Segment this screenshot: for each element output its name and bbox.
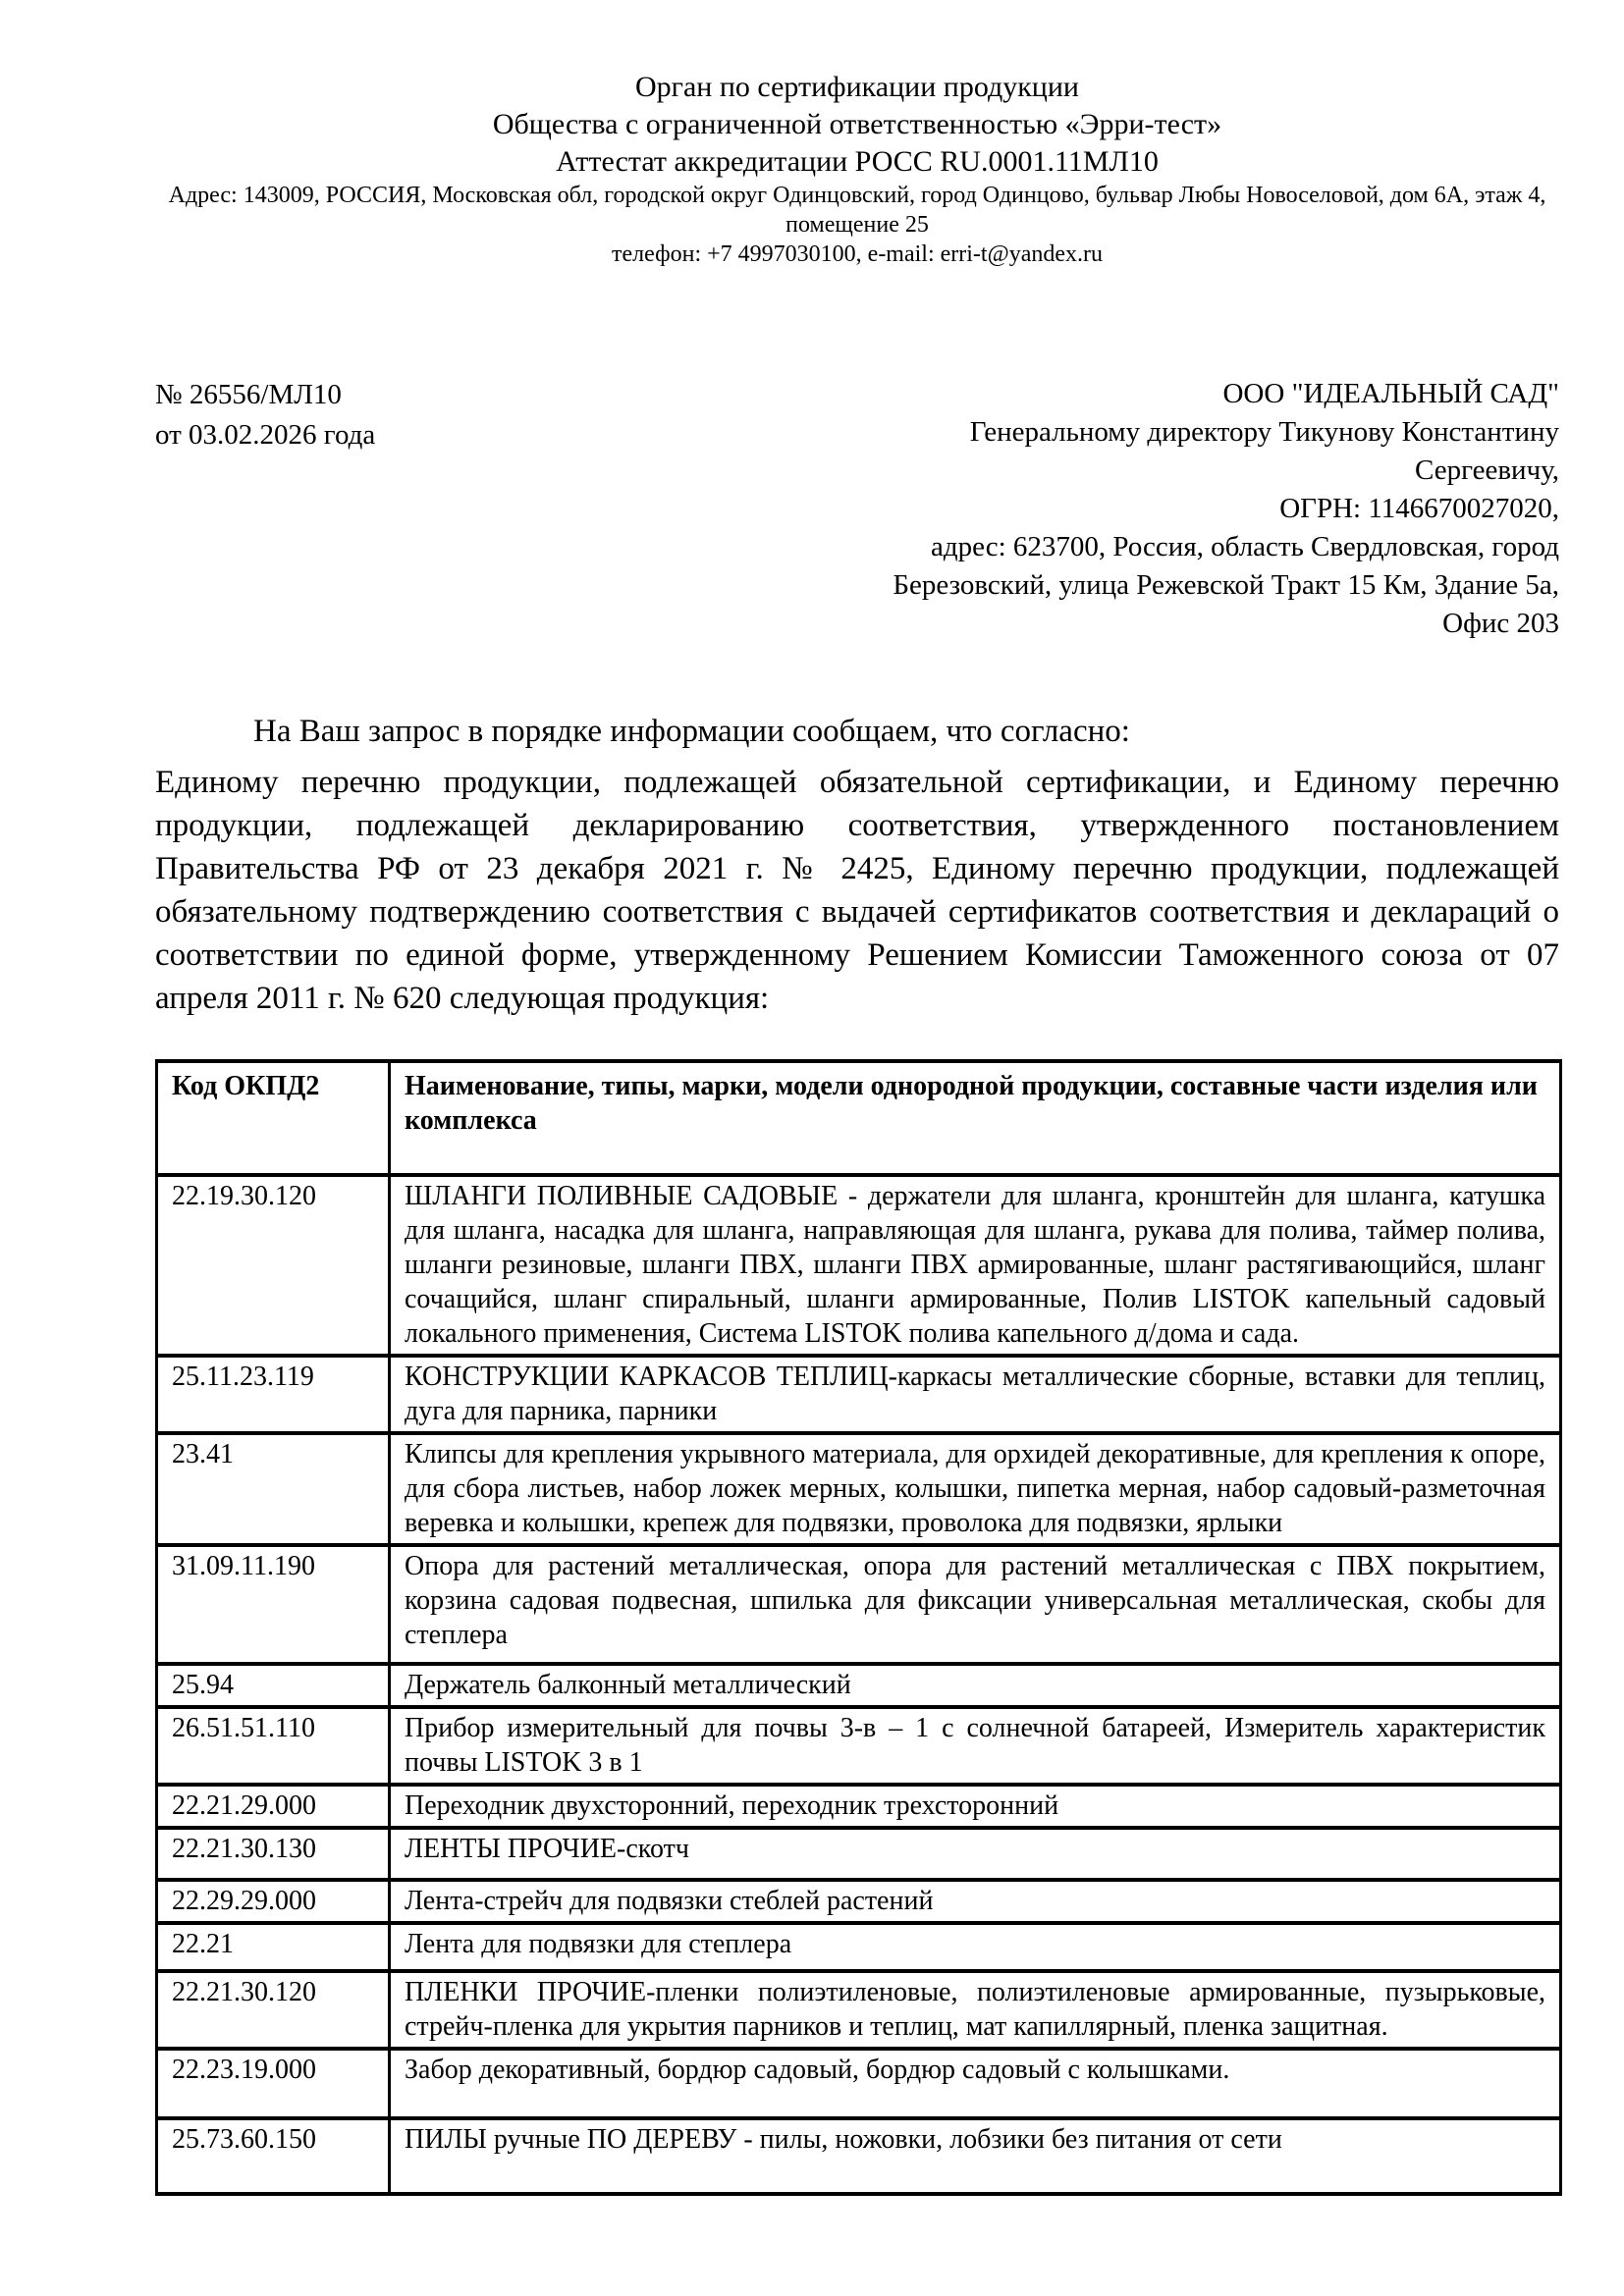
- table-row: [157, 2049, 1561, 2118]
- products-table: [155, 1059, 1562, 2196]
- product-description-cell: Прибор измерительный для почвы 3-в – 1 с солнечной батареей, Измеритель характеристик почвы LISTOK 3 в 1: [390, 1707, 1561, 1785]
- letterhead-address-line-1: Адрес: 143009, РОССИЯ, Московская обл, городской округ Одинцовский, город Одинцово, бульвар Любы Новоселовой, дом 6А, этаж 4,: [168, 183, 1546, 208]
- okpd-code-cell: 26.51.51.110: [157, 1707, 390, 1785]
- okpd-code-cell: 22.21.30.120: [157, 1971, 390, 2049]
- okpd-code-cell: 31.09.11.190: [157, 1545, 390, 1664]
- okpd-code-cell: 25.11.23.119: [157, 1356, 390, 1433]
- table-row: [157, 2118, 1561, 2194]
- body-intro-line: На Ваш запрос в порядке информации сообщаем, что согласно:: [253, 714, 1130, 749]
- recipient-line: Сергеевичу,: [1415, 454, 1559, 486]
- table-row: [157, 1545, 1561, 1664]
- product-description-cell: Клипсы для крепления укрывного материала, для орхидей декоративные, для крепления к опоре, для сбора листьев, набор ложек мерных, колышки, пипетка мерная, набор садовый-разметочная веревка и колышки, крепеж для подвязки, проволока для подвязки, ярлыки: [390, 1433, 1561, 1545]
- table-header-row: [157, 1061, 1561, 1175]
- table-row: [157, 1356, 1561, 1433]
- letter-body: [155, 710, 1559, 1020]
- product-description-cell: ШЛАНГИ ПОЛИВНЫЕ САДОВЫЕ - держатели для шланга, кронштейн для шланга, катушка для шланга, насадка для шланга, направляющая для шланга, рукава для полива, таймер полива, шланги резиновые, шланги ПВХ, шланги ПВХ армированные, шланг растягивающийся, шланг сочащийся, шланг спиральный, шланги армированные, Полив LISTOK капельный садовый локального применения, Система LISTOK полива капельного д/дома и сада.: [390, 1175, 1561, 1356]
- okpd-code-cell: 22.23.19.000: [157, 2049, 390, 2118]
- accreditation-certificate: Аттестат аккредитации РОСС RU.0001.11МЛ10: [556, 145, 1159, 178]
- product-description-cell: ЛЕНТЫ ПРОЧИЕ-скотч: [390, 1828, 1561, 1880]
- okpd-code-cell: 22.19.30.120: [157, 1175, 390, 1356]
- table-row: [157, 1175, 1561, 1356]
- products-table-body: [157, 1175, 1561, 2194]
- table-row: [157, 1707, 1561, 1785]
- recipient-line: Офис 203: [1442, 608, 1559, 639]
- table-row: [157, 1880, 1561, 1923]
- okpd-code-cell: 25.73.60.150: [157, 2118, 390, 2194]
- body-main-paragraph: Единому перечню продукции, подлежащей обязательной сертификации, и Единому перечню продукции, подлежащей декларированию соответствия, утвержденного постановлением Правительства РФ от 23 декабря 2021 г. № 2425, Единому перечню продукции, подлежащей обязательному подтверждению соответствия с выдачей сертификатов соответствия и деклараций о соответствии по единой форме, утвержденному Решением Комиссии Таможенного союза от 07 апреля 2011 г. № 620 следующая продукция:: [155, 765, 1559, 1016]
- table-row: [157, 1664, 1561, 1707]
- recipient-block: [893, 375, 1559, 643]
- letterhead-contact-line: телефон: +7 4997030100, e-mail: erri-t@yandex.ru: [612, 241, 1103, 267]
- okpd-code-cell: 23.41: [157, 1433, 390, 1545]
- organization-name: Общества с ограниченной ответственностью «Эрри-тест»: [492, 108, 1222, 140]
- table-row: [157, 1433, 1561, 1545]
- product-description-cell: ПЛЕНКИ ПРОЧИЕ-пленки полиэтиленовые, полиэтиленовые армированные, пузырьковые, стрейч-пленка для укрытия парников и теплиц, мат капиллярный, пленка защитная.: [390, 1971, 1561, 2049]
- okpd-code-cell: 25.94: [157, 1664, 390, 1707]
- product-description-cell: Забор декоративный, бордюр садовый, бордюр садовый с колышками.: [390, 2049, 1561, 2118]
- okpd-code-cell: 22.21.30.130: [157, 1828, 390, 1880]
- product-description-cell: Опора для растений металлическая, опора для растений металлическая с ПВХ покрытием, корзина садовая подвесная, шпилька для фиксации универсальная металлическая, скобы для степлера: [390, 1545, 1561, 1664]
- recipient-line: ООО "ИДЕАЛЬНЫЙ САД": [1222, 378, 1559, 409]
- letterhead: [155, 69, 1559, 269]
- letterhead-address-line-2: помещение 25: [785, 212, 929, 238]
- table-row: [157, 1971, 1561, 2049]
- product-description-cell: Лента для подвязки для степлера: [390, 1923, 1561, 1971]
- certification-body-title: Орган по сертификации продукции: [635, 71, 1079, 103]
- okpd-code-cell: 22.29.29.000: [157, 1880, 390, 1923]
- product-description-cell: Держатель балконный металлический: [390, 1664, 1561, 1707]
- recipient-line: ОГРН: 1146670027020,: [1279, 493, 1559, 524]
- reference-and-recipient-section: [155, 375, 1559, 643]
- product-description-cell: Переходник двухсторонний, переходник трехсторонний: [390, 1785, 1561, 1828]
- recipient-line: Генеральному директору Тикунову Константину: [969, 416, 1559, 448]
- column-header-okpd-code: Код ОКПД2: [157, 1061, 390, 1175]
- table-row: [157, 1923, 1561, 1971]
- reference-block: [155, 375, 375, 455]
- product-description-cell: КОНСТРУКЦИИ КАРКАСОВ ТЕПЛИЦ-каркасы металлические сборные, вставки для теплиц, дуга для парника, парники: [390, 1356, 1561, 1433]
- recipient-line: Березовский, улица Режевской Тракт 15 Км, Здание 5а,: [893, 569, 1559, 601]
- table-row: [157, 1785, 1561, 1828]
- column-header-product-name: Наименование, типы, марки, модели однородной продукции, составные части изделия или комплекса: [390, 1061, 1561, 1175]
- product-description-cell: Лента-стрейч для подвязки стеблей растений: [390, 1880, 1561, 1923]
- okpd-code-cell: 22.21.29.000: [157, 1785, 390, 1828]
- letter-number: № 26556/МЛ10: [155, 379, 342, 410]
- letter-date: от 03.02.2026 года: [155, 419, 376, 451]
- table-row: [157, 1828, 1561, 1880]
- recipient-line: адрес: 623700, Россия, область Свердловская, город: [931, 531, 1559, 562]
- product-description-cell: ПИЛЫ ручные ПО ДЕРЕВУ - пилы, ножовки, лобзики без питания от сети: [390, 2118, 1561, 2194]
- okpd-code-cell: 22.21: [157, 1923, 390, 1971]
